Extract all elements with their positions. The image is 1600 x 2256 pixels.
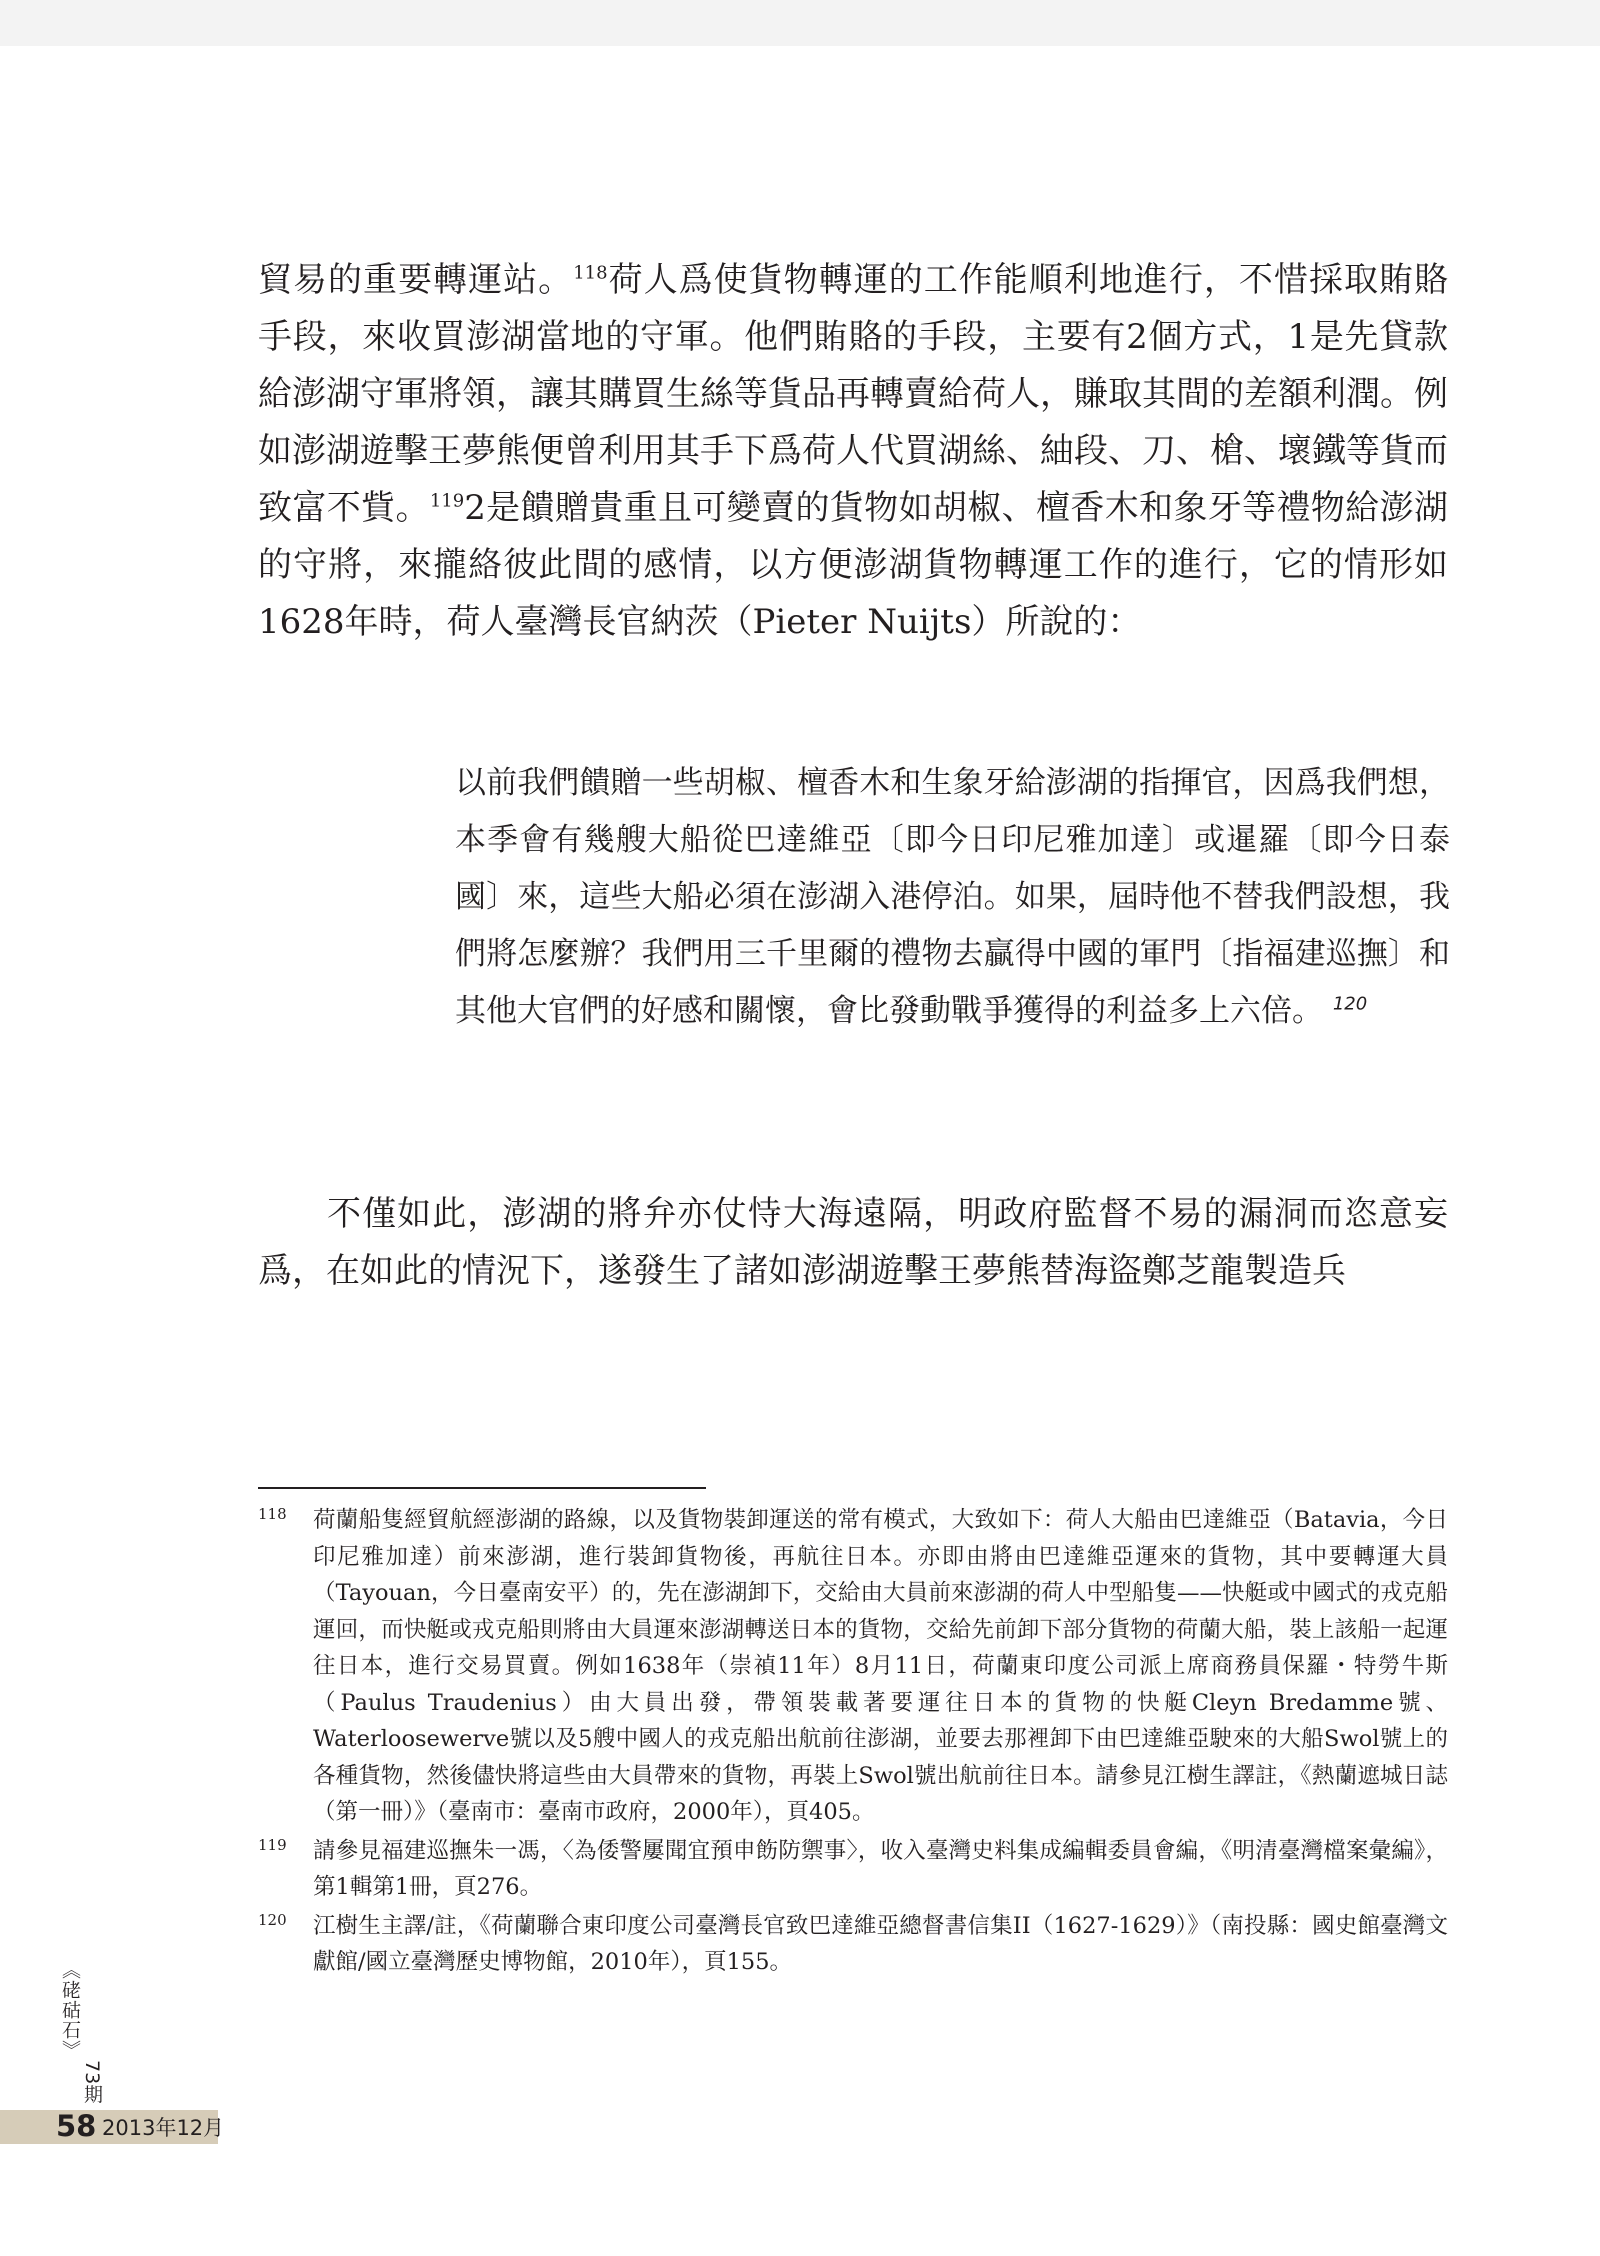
footnote-119 bbox=[258, 1833, 1448, 1906]
body-text-segment: 貿易的重要轉運站。 bbox=[258, 260, 574, 300]
footnote-ref-120[interactable]: 120 bbox=[1332, 993, 1368, 1015]
footnote-divider bbox=[258, 1487, 706, 1489]
footnote-list bbox=[258, 1502, 1448, 1983]
issue-date: 2013年12月 bbox=[102, 2116, 225, 2140]
body-text-segment: 不僅如此，澎湖的將弁亦仗恃大海遠隔，明政府監督不易的漏洞而恣意妄爲，在如此的情況下，遂發生了諸如澎湖遊擊王夢熊替海盜鄭芝龍製造兵 bbox=[258, 1194, 1448, 1291]
block-quote bbox=[455, 755, 1450, 1040]
footnote-120 bbox=[258, 1908, 1448, 1981]
journal-issue: 73期 bbox=[81, 2060, 103, 2104]
body-text-segment: 荷人爲使貨物轉運的工作能順利地進行，不惜採取賄賂手段，來收買澎湖當地的守軍。他們賄賂的手段，主要有2個方式，1是先貸款給澎湖守軍將領，讓其購買生絲等貨品再轉賣給荷人，賺取其間的差額利潤。例如澎湖遊擊王夢熊便曾利用其手下爲荷人代買湖絲、紬段、刀、槍、壞鐵等貨而致富不貲。 bbox=[258, 260, 1449, 528]
footnote-number: 120 bbox=[258, 1910, 287, 1929]
page-number: 58 bbox=[56, 2109, 97, 2143]
footnote-text: 荷蘭船隻經貿航經澎湖的路線，以及貨物裝卸運送的常有模式，大致如下：荷人大船由巴達維亞（Batavia，今日印尼雅加達）前來澎湖，進行裝卸貨物後，再航往日本。亦即由將由巴達維亞運來的貨物，其中要轉運大員（Tayouan，今日臺南安平）的，先在澎湖卸下，交給由大員前來澎湖的荷人中型船隻——快艇或中國式的戎克船運回，而快艇或戎克船則將由大員運來澎湖轉送日本的貨物，交給先前卸下部分貨物的荷蘭大船，裝上該船一起運往日本，進行交易買賣。例如1638年（崇禎11年）8月11日，荷蘭東印度公司派上席商務員保羅・特勞牛斯（Paulus Traudenius）由大員出發，帶領裝載著要運往日本的貨物的快艇Cleyn Bredamme號、Waterloosewerve號以及5艘中國人的戎克船出航前往澎湖，並要去那裡卸下由巴達維亞駛來的大船Swol號上的各種貨物，然後儘快將這些由大員帶來的貨物，再裝上Swol號出航前往日本。請參見江樹生譯註，《熱蘭遮城日誌（第一冊）》（臺南市：臺南市政府，2000年），頁405。 bbox=[313, 1507, 1448, 1825]
footnote-text: 請參見福建巡撫朱一馮，〈為倭警屢聞宜預申飭防禦事〉，收入臺灣史料集成編輯委員會編，《明清臺灣檔案彙編》，第1輯第1冊，頁276。 bbox=[313, 1837, 1448, 1900]
scan-top-band bbox=[0, 0, 1600, 46]
body-text-segment: 2是饋贈貴重且可變賣的貨物如胡椒、檀香木和象牙等禮物給澎湖的守將，來攏絡彼此間的感情，以方便澎湖貨物轉運工作的進行，它的情形如1628年時，荷人臺灣長官納茨（Pieter Nuijts）所說的： bbox=[258, 488, 1448, 642]
footnote-number: 119 bbox=[258, 1835, 287, 1854]
footnote-ref-118[interactable]: 118 bbox=[573, 262, 608, 284]
journal-title: 《硓𥑮石》 bbox=[59, 1960, 81, 2060]
footnote-text: 江樹生主譯/註，《荷蘭聯合東印度公司臺灣長官致巴達維亞總督書信集II（1627-1629）》（南投縣：國史館臺灣文獻館/國立臺灣歷史博物館，2010年），頁155。 bbox=[313, 1912, 1448, 1975]
body-paragraph-2 bbox=[258, 1186, 1448, 1300]
body-paragraph-1 bbox=[258, 252, 1448, 651]
footnote-number: 118 bbox=[258, 1505, 287, 1523]
footnote-ref-119[interactable]: 119 bbox=[429, 490, 465, 512]
quote-text: 以前我們饋贈一些胡椒、檀香木和生象牙給澎湖的指揮官，因爲我們想，本季會有幾艘大船從巴達維亞〔即今日印尼雅加達〕或暹羅〔即今日泰國〕來，這些大船必須在澎湖入港停泊。如果，屆時他不替我們設想，我們將怎麼辦？我們用三千里爾的禮物去贏得中國的軍門〔指福建巡撫〕和其他大官們的好感和關懷，會比發動戰爭獲得的利益多上六倍。 bbox=[455, 765, 1450, 1029]
footnote-118 bbox=[258, 1502, 1448, 1831]
